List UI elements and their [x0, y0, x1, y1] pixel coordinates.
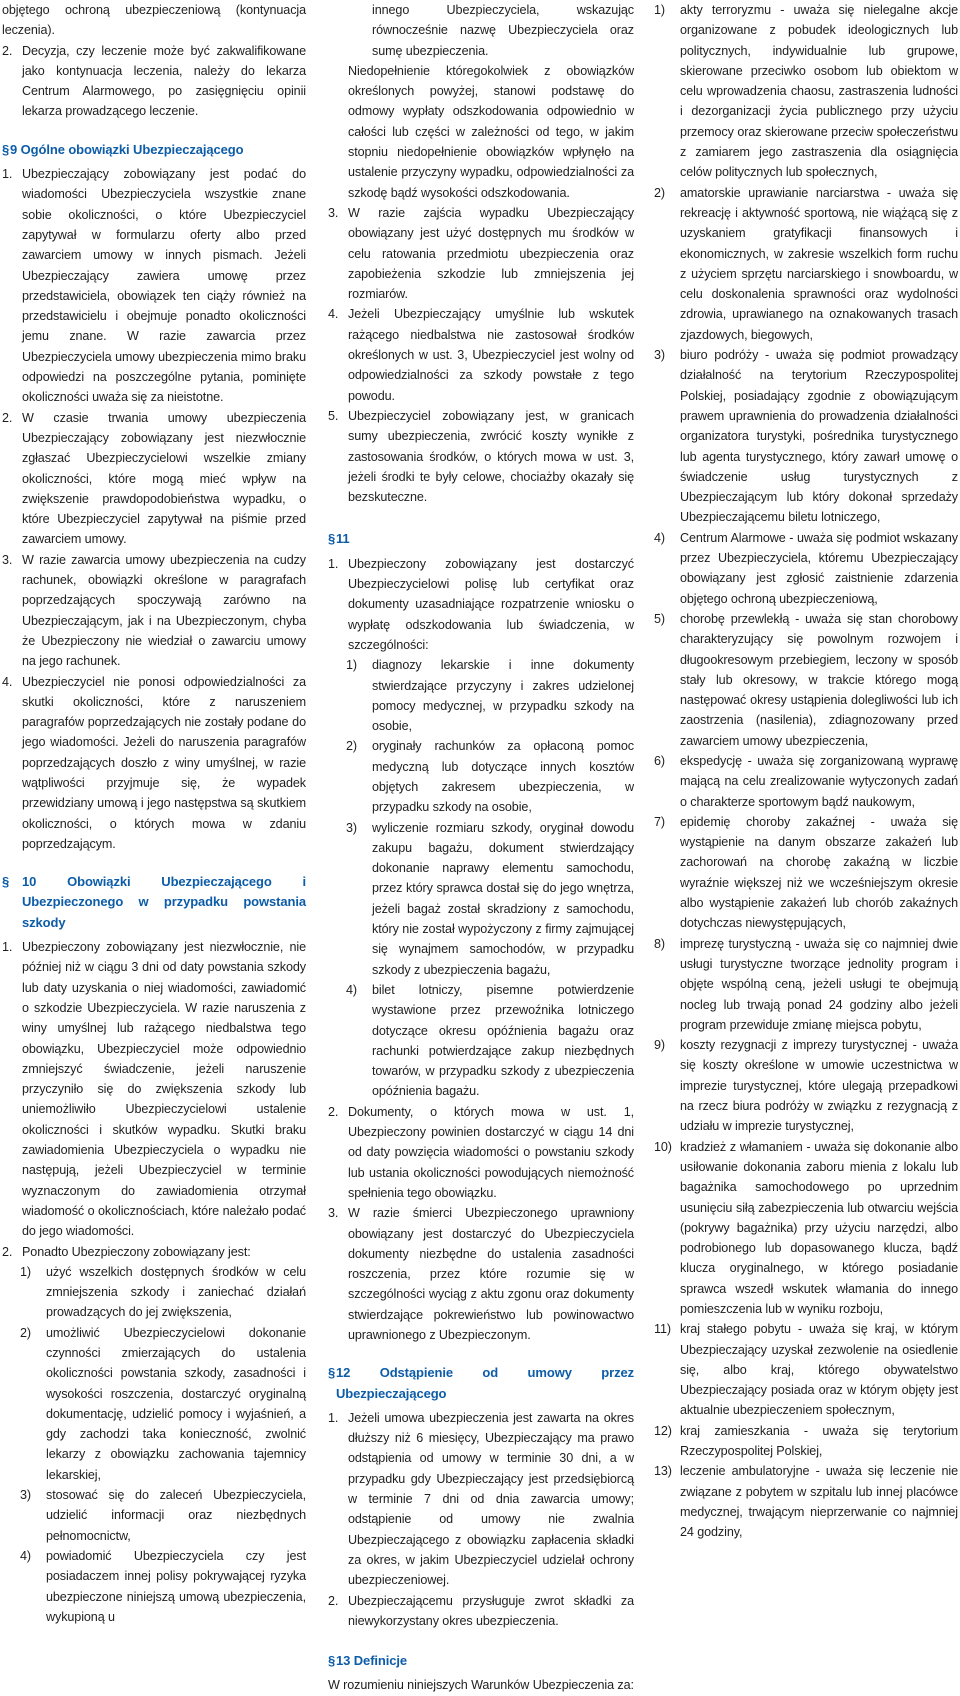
- item-text: Ubezpieczający zobowiązany jest podać do wiadomości Ubezpieczyciela wszystkie znane sobie okoliczności, o które Ubezpieczyciel zapytywał w formularzu oferty albo przed zawarciem umowy w innych pismach. Jeżeli Ubezpieczający zawiera umowę przez przedstawiciela, obowiązek ten ciąży również na przedstawicielu i obejmuje ponadto okoliczności jemu znane. W razie zawarcia przez Ubezpieczyciela umowy ubezpieczenia mimo braku odpowiedzi na poszczególne pytania, pominięte okoliczności uważa się za nieistotne.: [22, 167, 306, 405]
- item-text: umożliwić Ubezpieczycielowi dokonanie czynności zmierzających do ustalenia okoliczności powstania szkody, zasadności i wysokości roszczenia, dostarczyć oryginalną dokumentację, udzielić pomocy i wyjaśnień, a gdy zachodzi taka konieczność, zwolnić lekarzy z obowiązku zachowania tajemnicy lekarskiej,: [46, 1325, 306, 1482]
- item-text: kraj zamieszkania - uważa się terytorium Rzeczypospolitej Polskiej,: [680, 1423, 958, 1459]
- list-item: [2, 672, 306, 855]
- item-number: 11): [654, 1322, 671, 1337]
- item-text: Ubezpieczony zobowiązany jest dostarczyć Ubezpieczycielowi polisę lub certyfikat oraz dokumenty uzasadniające rozpatrzenie wniosku o wypłatę odszkodowania lub świadczenia, w szczególności:: [348, 556, 634, 652]
- item-text: Ubezpieczony zobowiązany jest niezwłocznie, nie później niż w ciągu 3 dni od daty powstania szkody lub daty uzyskania o niej wiadomości, zawiadomić o szkodzie Ubezpieczyciela. W razie naruszenia z winy umyślnej lub rażącego niedbalstwa tego obowiązku, Ubezpieczyciel może odpowiednio zmniejszyć świadczenie, jeżeli naruszenie przyczyniło się do zwiększenia szkody lub uniemożliwiło Ubezpieczycielowi ustalenie okoliczności i skutków wypadku. Skutki braku zawiadomienia Ubezpieczyciela o wypadku nie następują, jeżeli Ubezpieczyciel w terminie wyznaczonym do zawiadomienia otrzymał wiadomość o okolicznościach, które należało podać do jego wiadomości.: [22, 940, 306, 1239]
- item-number: 2.: [328, 1593, 339, 1608]
- section-heading-9: [2, 140, 306, 160]
- definition-item: [654, 0, 958, 183]
- list-item: [2, 550, 306, 672]
- sub-list-item: [2, 1485, 306, 1546]
- sub-list-item: [328, 655, 634, 736]
- item-text: imprezę turystyczną - uważa się co najmniej dwie usługi turystyczne tworzące jednolity program i objęte wspólną ceną, jeżeli usługi te obejmują nocleg lub trwają ponad 24 godziny albo jeżeli program przewiduje zmianę miejsca pobytu,: [680, 936, 958, 1032]
- item-number: 1): [654, 3, 665, 17]
- item-number: 2.: [2, 410, 13, 425]
- sub-list-item: [2, 1546, 306, 1627]
- section-heading-11: [328, 529, 634, 549]
- item-number: 4): [346, 982, 357, 997]
- item-text: diagnozy lekarskie i inne dokumenty stwierdzające przyczyny i zakres udzielonej pomocy medycznej, w przypadku szkody na osobie,: [372, 658, 634, 734]
- item-text: Ponadto Ubezpieczony zobowiązany jest:: [22, 1244, 251, 1259]
- definition-item: [654, 812, 958, 934]
- list-item: [2, 1242, 306, 1262]
- item-number: 1): [20, 1264, 31, 1279]
- item-number: 4.: [2, 674, 13, 689]
- item-number: 3.: [2, 552, 13, 567]
- item-number: 12): [654, 1423, 672, 1438]
- section-mark-icon: §: [328, 1653, 336, 1669]
- definition-item: [654, 1319, 958, 1420]
- sub-list-item: [328, 980, 634, 1102]
- item-number: 2.: [2, 1244, 13, 1259]
- item-number: 3): [346, 820, 357, 835]
- sub-list-item: [328, 818, 634, 980]
- item-text: bilet lotniczy, pisemne potwierdzenie wystawione przez przewoźnika lotniczego dotyczące okresu opóźnienia bagażu oraz rachunki potwierdzające zakup niezbędnych towarów, w przypadku szkody z ubezpieczenia opóźnienia bagażu.: [372, 982, 634, 1099]
- item-number: 3.: [328, 1206, 339, 1221]
- sub-list-item: [2, 1323, 306, 1485]
- list-item: [2, 164, 306, 408]
- section-mark-icon: §: [328, 531, 336, 547]
- item-text: użyć wszelkich dostępnych środków w celu zmniejszenia szkody i zaniechać działań prowadzących do jej zwiększenia,: [46, 1264, 306, 1320]
- section-mark-icon: §: [2, 874, 10, 890]
- list-item: [2, 937, 306, 1241]
- paragraph: Niedopełnienie któregokolwiek z obowiązków określonych powyżej, stanowi podstawę do odmowy wypłaty odszkodowania odpowiednio w całości lub części w zależności od tego, w jakim stopniu niedopełnienie obowiązków wpłynęło na ustalenie przyczyny wypadku, odpowiedzialności za szkodę bądź wysokości odszkodowania.: [348, 63, 634, 200]
- item-text: koszty rezygnacji z imprezy turystycznej - uważa się koszty określone w umowie uczestnictwa w imprezie turystycznej, które ulegają przepadkowi na rzecz biura podróży w związku z rezygnacją z udziału w imprezie turystycznej,: [680, 1038, 958, 1134]
- item-number: 4.: [328, 307, 339, 322]
- item-text: Ubezpieczającemu przysługuje zwrot składki za niewykorzystany okres ubezpieczenia.: [348, 1593, 634, 1628]
- definition-item: [654, 609, 958, 751]
- definition-item: [654, 751, 958, 812]
- item-number: 2): [654, 185, 665, 200]
- definition-item: [654, 528, 958, 609]
- section-mark-icon: §: [328, 1365, 336, 1381]
- item-text: W razie zawarcia umowy ubezpieczenia na cudzy rachunek, obowiązki określone w paragrafach poprzedzających spoczywają zarówno na Ubezpieczającym, jak i na Ubezpieczonym, chyba że Ubezpieczony nie wiedział o zawarciu umowy na jego rachunek.: [22, 552, 306, 669]
- item-number: 7): [654, 814, 665, 829]
- item-number: 1.: [328, 556, 339, 571]
- list-item: [328, 1408, 634, 1591]
- item-number: 5.: [328, 408, 339, 423]
- item-text: Ubezpieczyciel zobowiązany jest, w granicach sumy ubezpieczenia, zwrócić koszty wynikłe z zastosowania środków, o których mowa w ust. 3, jeżeli środki te były celowe, chociażby okazały się bezskuteczne.: [348, 408, 634, 505]
- item-text: wyliczenie rozmiaru szkody, oryginał dowodu zakupu bagażu, dokument stwierdzający dokonanie naprawy elementu samochodu, przez który sprawca dostał się do jego wnętrza, jeżeli bagaż został skradziony z samochodu, który nie został wypożyczony z firmy zajmującej się wynajmem samochodów, w przypadku szkody z ubezpieczenia bagażu,: [372, 820, 634, 977]
- list-item: [328, 1203, 634, 1345]
- section-heading-12: [328, 1363, 634, 1404]
- item-text: leczenie ambulatoryjne - uważa się leczenie nie związane z pobytem w szpitalu lub innej placówce medycznej, trwającym nieprzerwanie co najmniej 24 godziny,: [680, 1464, 958, 1540]
- list-item: [2, 41, 306, 122]
- definition-item: [654, 183, 958, 345]
- section-heading-10: [2, 872, 306, 933]
- column-right: [654, 0, 958, 1540]
- item-number: 1.: [328, 1410, 339, 1425]
- item-number: 13): [654, 1464, 672, 1479]
- definition-item: [654, 1421, 958, 1462]
- item-text: Jeżeli umowa ubezpieczenia jest zawarta na okres dłuższy niż 6 miesięcy, Ubezpieczający ma prawo odstąpienia od umowy w terminie 30 dni, a w przypadku gdy Ubezpieczający jest przedsiębiorcą w terminie 7 dni od dnia zawarcia umowy; odstąpienie od umowy nie zwalnia Ubezpieczającego z obowiązku zapłacenia składki za okres, w jakim Ubezpieczyciel udzielał ochrony ubezpieczeniowej.: [348, 1410, 634, 1588]
- item-text: kradzież z włamaniem - uważa się dokonanie albo usiłowanie dokonania zaboru mienia z lokalu lub bagażnika samochodowego po uprzednim usunięciu siłą zabezpieczenia lub otwarciu wejścia (pokrywy bagażnika) przy użyciu narzędzi, albo podrobionego lub dopasowanego klucza, bądź klucza oryginalnego, w którego posiadanie sprawca wszedł wskutek włamania do innego pomieszczenia lub w wyniku rozboju,: [680, 1139, 958, 1316]
- definition-item: [654, 934, 958, 1035]
- item-number: 3.: [328, 205, 339, 220]
- item-number: 6): [654, 753, 665, 768]
- list-item: [328, 304, 634, 405]
- list-item: [328, 1102, 634, 1203]
- continued-paragraph: innego Ubezpieczyciela, wskazując równocześnie nazwę Ubezpieczyciela oraz sumę ubezpieczenia.: [372, 3, 634, 58]
- section-title: 11: [336, 531, 350, 547]
- item-text: Jeżeli Ubezpieczający umyślnie lub wskutek rażącego niedbalstwa nie zastosował środków określonych w ust. 3, Ubezpieczyciel jest wolny od odpowiedzialności za szkody powstałe z tego powodu.: [348, 307, 634, 403]
- item-text: ekspedycję - uważa się zorganizowaną wyprawę mającą na celu zrealizowanie wytyczonych zadań o charakterze sportowym bądź naukowym,: [680, 753, 958, 809]
- section-title: 13 Definicje: [336, 1653, 408, 1669]
- item-text: Decyzja, czy leczenie może być zakwalifikowane jako kontynuacja leczenia, należy do lekarza Centrum Alarmowego, po zasięgnięciu opinii lekarza prowadzącego leczenie.: [22, 43, 306, 119]
- sub-list-item: [328, 736, 634, 817]
- item-text: W razie śmierci Ubezpieczonego uprawniony obowiązany jest dostarczyć do Ubezpieczyciela dokumenty niezbędne do ustalenia zasadności roszczenia, przez które rozumie się w szczególności wyciąg z aktu zgonu oraz dokumenty stwierdzające pokrewieństwo lub powinowactwo uprawnionego z Ubezpieczonym.: [348, 1206, 634, 1342]
- section-title: 9 Ogólne obowiązki Ubezpieczającego: [10, 141, 244, 157]
- section-heading-13: [328, 1651, 634, 1671]
- section-mark-icon: §: [2, 141, 10, 157]
- item-number: 2.: [328, 1104, 339, 1119]
- item-text: biuro podróży - uważa się podmiot prowadzący działalność na terytorium Rzeczypospolitej Polskiej, posiadający zgodnie z obowiązującym prawem uprawnienia do prowadzenia działalności organizatora turystyki, pośrednika turystycznego lub agenta turystycznego, który zawarł umowę o świadczenie usług turystycznych z Ubezpieczającym lub który dokonał sprzedaży Ubezpieczającemu biletu lotniczego,: [680, 348, 958, 525]
- item-number: 10): [654, 1139, 672, 1154]
- list-item: [2, 408, 306, 550]
- list-item: [328, 554, 634, 655]
- item-number: 4): [654, 530, 665, 545]
- item-number: 4): [20, 1548, 31, 1563]
- item-text: chorobę przewlekłą - uważa się stan chorobowy charakteryzujący się powolnym rozwojem i długookresowym przebiegiem, leczony w sposób stały lub okresowy, w trakcie którego mogą następować okresy ustąpienia dolegliwości lub ich zaostrzenia (nasilenia), zdiagnozowany przed zawarciem umowy ubezpieczenia,: [680, 611, 958, 748]
- column-middle: [328, 0, 634, 1693]
- item-number: 1): [346, 658, 357, 673]
- item-number: 2.: [2, 43, 13, 58]
- item-number: 3): [654, 348, 665, 363]
- definition-item: [654, 1461, 958, 1542]
- paragraph: W rozumieniu niniejszych Warunków Ubezpieczenia za:: [328, 1678, 634, 1693]
- item-text: epidemię choroby zakaźnej - uważa się wystąpienie na danym obszarze zakażeń lub zachorowań na chorobę zakaźną w liczbie wyraźnie większej niż we wcześniejszym okresie albo wystąpienie zakażeń lub chorób zakaźnych dotychczas niewystępujących,: [680, 814, 958, 931]
- item-number: 1.: [2, 167, 13, 182]
- section-title: Obowiązki Ubezpieczającego i Ubezpieczonego w przypadku powstania szkody: [22, 874, 307, 930]
- list-item: [328, 406, 634, 507]
- section-number: 10: [22, 874, 37, 890]
- definition-item: [654, 1035, 958, 1136]
- item-number: 9): [654, 1038, 665, 1053]
- item-number: 2): [20, 1325, 31, 1340]
- item-text: akty terroryzmu - uważa się nielegalne akcje organizowane z pobudek ideologicznych lub politycznych, indywidualnie lub grupowe, skierowane przeciwko osobom lub obiektom w celu wprowadzenia chaosu, zastraszenia ludności i dezorganizacji życia publicznego przy użyciu przemocy oraz skierowane przeciw społeczeństwu z zamiarem jego zastraszenia dla osiągnięcia celów politycznych lub społecznych,: [680, 3, 958, 180]
- item-text: W razie zajścia wypadku Ubezpieczający obowiązany jest użyć dostępnych mu środków w celu ratowania przedmiotu ubezpieczenia oraz zapobieżenia szkodzie lub zmniejszenia jej rozmiarów.: [348, 205, 634, 302]
- item-text: powiadomić Ubezpieczyciela czy jest posiadaczem innej polisy pokrywającej ryzyka ubezpieczone niniejszą umową ubezpieczenia, wykupioną u: [46, 1548, 306, 1624]
- item-number: 8): [654, 936, 665, 951]
- item-text: amatorskie uprawianie narciarstwa - uważa się rekreację i aktywność sportową, nie wiążącą się z uzyskaniem gratyfikacji finansowych i ekonomicznych, w zakresie wszelkich form ruchu z użyciem sprzętu narciarskiego i snowboardu, w celu doskonalenia sprawności oraz wydolności zdrowia, uprawianego na oznakowanych trasach zjazdowych, biegowych,: [680, 185, 958, 342]
- section-title: 12 Odstąpienie od umowy przez Ubezpieczającego: [336, 1365, 634, 1401]
- definition-item: [654, 345, 958, 528]
- continued-paragraph: objętego ochroną ubezpieczeniową (kontynuacja leczenia).: [2, 3, 306, 38]
- item-number: 3): [20, 1488, 31, 1503]
- item-number: 1.: [2, 940, 13, 955]
- item-number: 5): [654, 611, 665, 626]
- definition-item: [654, 1137, 958, 1320]
- item-text: oryginały rachunków za opłaconą pomoc medyczną lub dotyczące innych kosztów objętych zakresem ubezpieczenia, w przypadku szkody na osobie,: [372, 739, 634, 815]
- list-item: [328, 1591, 634, 1632]
- item-text: stosować się do zaleceń Ubezpieczyciela, udzielić informacji oraz niezbędnych pełnomocnictw,: [46, 1488, 306, 1543]
- column-left: [2, 0, 307, 1624]
- item-text: Dokumenty, o których mowa w ust. 1, Ubezpieczony powinien dostarczyć w ciągu 14 dni od daty powzięcia wiadomości o powstaniu szkody lub ustania okoliczności powodujących niemożność spełnienia tego obowiązku.: [348, 1104, 634, 1200]
- sub-list-item: [2, 1262, 306, 1323]
- item-text: Centrum Alarmowe - uważa się podmiot wskazany przez Ubezpieczyciela, któremu Ubezpieczający obowiązany jest zgłosić zaistnienie zdarzenia objętego ochroną ubezpieczeniową,: [680, 530, 958, 606]
- item-number: 2): [346, 739, 357, 754]
- item-text: W czasie trwania umowy ubezpieczenia Ubezpieczający zobowiązany jest niezwłocznie zgłaszać Ubezpieczycielowi wszelkie zmiany okoliczności, które mogą mieć wpływ na zwiększenie prawdopodobieństwa wypadku, o które Ubezpieczyciel zapytywał na piśmie przed zawarciem umowy.: [22, 410, 306, 547]
- item-text: Ubezpieczyciel nie ponosi odpowiedzialności za skutki okoliczności, które z naruszeniem paragrafów poprzedzających nie zostały podane do jego wiadomości. Jeżeli do naruszenia paragrafów poprzedzających doszło z winy umyślnej, w razie wątpliwości przyjmuje się, że wypadek przewidziany umową i jego następstwa są skutkiem okoliczności, o których mowa w zdaniu poprzedzającym.: [22, 674, 306, 851]
- item-text: kraj stałego pobytu - uważa się kraj, w którym Ubezpieczający uzyskał zezwolenie na osiedlenie się, albo kraj, którego obywatelstwo Ubezpieczający posiada oraz w którym objęty jest aktualnie ubezpieczeniem społecznym,: [680, 1322, 958, 1418]
- list-item: [328, 203, 634, 304]
